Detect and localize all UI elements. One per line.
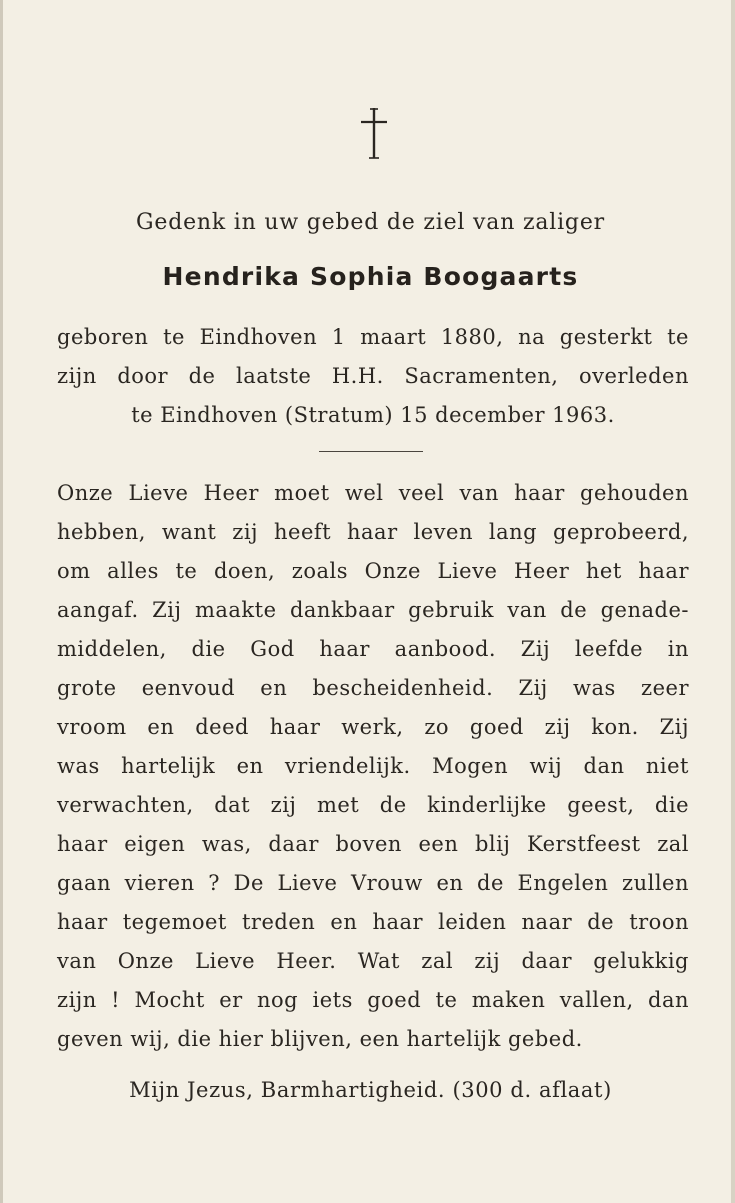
body-line: zijn ! Mocht er nog iets goed te maken vallen, dan: [57, 988, 689, 1012]
biography: [57, 318, 689, 435]
body-line: Onze Lieve Heer moet wel veel van haar gehouden: [57, 481, 689, 505]
bio-line: te Eindhoven (Stratum) 15 december 1963.: [131, 403, 615, 427]
deceased-name: Hendrika Sophia Boogaarts: [162, 262, 579, 291]
body-line: geven wij, die hier blijven, een hartelijk gebed.: [57, 1027, 583, 1051]
bio-line: geboren te Eindhoven 1 maart 1880, na gesterkt te: [57, 325, 689, 349]
body-line: haar eigen was, daar boven een blij Kerstfeest zal: [57, 832, 689, 856]
body-line: om alles te doen, zoals Onze Lieve Heer het haar: [57, 559, 689, 583]
body-line: van Onze Lieve Heer. Wat zal zij daar gelukkig: [57, 949, 689, 973]
body-line: vroom en deed haar werk, zo goed zij kon. Zij: [57, 715, 689, 739]
divider-rule: [319, 451, 423, 452]
body-line: middelen, die God haar aanbood. Zij leefde in: [57, 637, 689, 661]
body-line: gaan vieren ? De Lieve Vrouw en de Engelen zullen: [57, 871, 689, 895]
body-line: haar tegemoet treden en haar leiden naar de troon: [57, 910, 689, 934]
body-line: grote eenvoud en bescheidenheid. Zij was zeer: [57, 676, 689, 700]
body-line: hebben, want zij heeft haar leven lang geprobeerd,: [57, 520, 689, 544]
intro-text: Gedenk in uw gebed de ziel van zaliger: [136, 210, 605, 235]
closing-prayer: Mijn Jezus, Barmhartigheid. (300 d. aflaat): [129, 1078, 612, 1102]
memorial-text: [57, 474, 689, 1059]
body-line: aangaf. Zij maakte dankbaar gebruik van de genade-: [57, 598, 689, 622]
body-line: was hartelijk en vriendelijk. Mogen wij dan niet: [57, 754, 689, 778]
body-line: verwachten, dat zij met de kinderlijke geest, die: [57, 793, 689, 817]
latin-cross-icon: [355, 106, 393, 160]
bio-line: zijn door de laatste H.H. Sacramenten, overleden: [57, 364, 689, 388]
